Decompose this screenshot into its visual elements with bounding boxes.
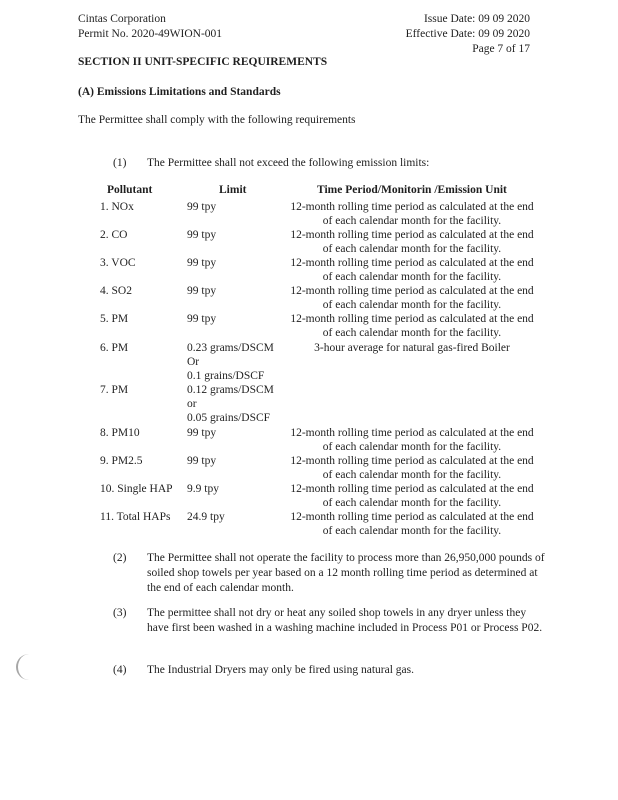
effective-date: Effective Date: 09 09 2020 bbox=[405, 28, 530, 40]
requirement-text: The Permittee shall not operate the facility to process more than 26,950,000 pounds of soiled shop towels per year based on a 12 month rolling time period as determined at the end of each calendar month. bbox=[147, 552, 545, 594]
period-cell: 12-month rolling time period as calculated at the end of each calendar month for the facility. bbox=[290, 455, 534, 481]
permit-number: Permit No. 2020-49WION-001 bbox=[78, 28, 223, 40]
intro-text: The Permittee shall comply with the following requirements bbox=[78, 114, 356, 126]
section-title: SECTION II UNIT-SPECIFIC REQUIREMENTS bbox=[78, 56, 328, 68]
pollutant-cell: 6. PM bbox=[100, 342, 129, 354]
col-header-pollutant: Pollutant bbox=[107, 184, 153, 196]
requirement-number: (3) bbox=[113, 607, 127, 619]
page-number: Page 7 of 17 bbox=[472, 43, 530, 55]
pollutant-cell: 4. SO2 bbox=[100, 285, 132, 297]
company-name: Cintas Corporation bbox=[78, 13, 166, 25]
issue-date: Issue Date: 09 09 2020 bbox=[423, 13, 530, 25]
limit-cell: 99 tpy bbox=[187, 229, 217, 241]
pollutant-cell: 2. CO bbox=[100, 229, 128, 241]
limit-cell: 99 tpy bbox=[187, 313, 217, 325]
requirement-number: (1) bbox=[113, 157, 127, 169]
requirement-text: The Permittee shall not exceed the following emission limits: bbox=[147, 157, 430, 169]
requirement-number: (2) bbox=[113, 552, 127, 564]
limit-cell: 99 tpy bbox=[187, 455, 217, 467]
header-left bbox=[78, 12, 222, 42]
col-header-period: Time Period/Monitorin /Emission Unit bbox=[317, 184, 507, 196]
limit-cell: 99 tpy bbox=[187, 285, 217, 297]
requirement-text: The permittee shall not dry or heat any soiled shop towels in any dryer unless they have first been washed in a washing machine included in Process P01 or Process P02. bbox=[147, 607, 543, 634]
limit-cell: 0.12 grams/DSCM or 0.05 grains/DSCF bbox=[187, 384, 274, 424]
pollutant-cell: 3. VOC bbox=[100, 257, 136, 269]
limit-cell: 99 tpy bbox=[187, 257, 217, 269]
limit-cell: 99 tpy bbox=[187, 427, 217, 439]
pollutant-cell: 11. Total HAPs bbox=[100, 511, 171, 523]
period-cell: 12-month rolling time period as calculated at the end of each calendar month for the facility. bbox=[290, 229, 534, 255]
requirement-number: (4) bbox=[113, 664, 127, 676]
period-cell: 12-month rolling time period as calculated at the end of each calendar month for the facility. bbox=[290, 285, 534, 311]
subsection-title: (A) Emissions Limitations and Standards bbox=[78, 86, 281, 98]
limit-cell: 99 tpy bbox=[187, 201, 217, 213]
pollutant-cell: 10. Single HAP bbox=[100, 483, 173, 495]
period-cell: 12-month rolling time period as calculated at the end of each calendar month for the facility. bbox=[290, 313, 534, 339]
period-cell: 3-hour average for natural gas-fired Boiler bbox=[314, 342, 510, 354]
period-cell: 12-month rolling time period as calculated at the end of each calendar month for the facility. bbox=[290, 201, 534, 227]
period-cell: 12-month rolling time period as calculated at the end of each calendar month for the facility. bbox=[290, 427, 534, 453]
header-right bbox=[406, 12, 530, 57]
requirement-text: The Industrial Dryers may only be fired using natural gas. bbox=[147, 664, 414, 676]
period-cell: 12-month rolling time period as calculated at the end of each calendar month for the facility. bbox=[290, 483, 534, 509]
scan-artifact bbox=[16, 654, 34, 680]
pollutant-cell: 5. PM bbox=[100, 313, 129, 325]
pollutant-cell: 1. NOx bbox=[100, 201, 134, 213]
limit-cell: 24.9 tpy bbox=[187, 511, 225, 523]
pollutant-cell: 7. PM bbox=[100, 384, 129, 396]
period-cell: 12-month rolling time period as calculated at the end of each calendar month for the facility. bbox=[290, 511, 534, 537]
pollutant-cell: 8. PM10 bbox=[100, 427, 140, 439]
pollutant-cell: 9. PM2.5 bbox=[100, 455, 143, 467]
period-cell: 12-month rolling time period as calculated at the end of each calendar month for the facility. bbox=[290, 257, 534, 283]
limit-cell: 9.9 tpy bbox=[187, 483, 219, 495]
limit-cell: 0.23 grams/DSCM Or 0.1 grains/DSCF bbox=[187, 342, 274, 382]
col-header-limit: Limit bbox=[219, 184, 247, 196]
